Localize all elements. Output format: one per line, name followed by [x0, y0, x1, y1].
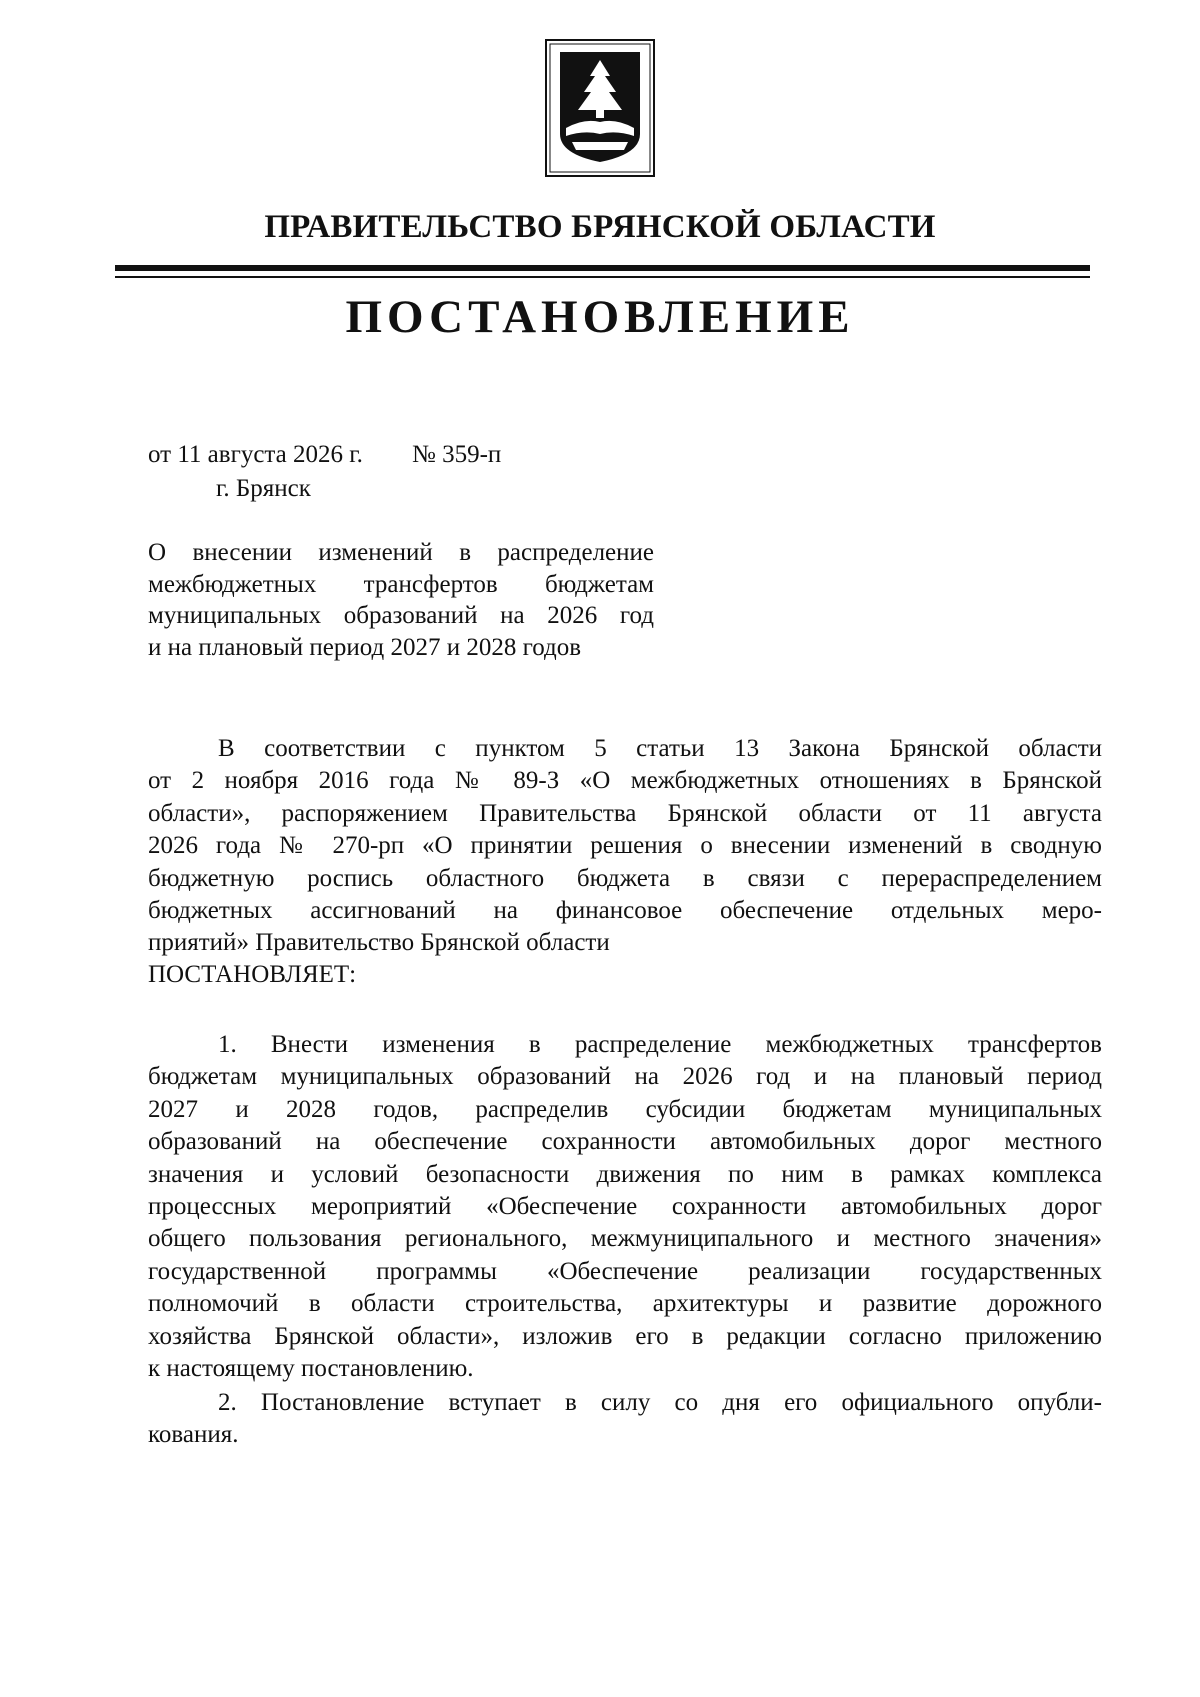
item-1-line: значения и условий безопасности движения по ним в рамках комплекса: [148, 1160, 1102, 1188]
item-2-line: 2. Постановление вступает в силу со дня его официального опубли-: [218, 1389, 1102, 1416]
item-1-line: к настоящему постановлению.: [148, 1355, 474, 1383]
item-2-line: кования.: [148, 1421, 239, 1449]
item-1-line: общего пользования регионального, межмуниципального и местного значения»: [148, 1225, 1102, 1253]
preamble-line: области», распоряжением Правительства Брянской области от 11 августа: [148, 799, 1102, 827]
item-1-line: 2027 и 2028 годов, распределив субсидии бюджетам муниципальных: [148, 1095, 1102, 1123]
item-1-paragraph: [148, 1029, 1102, 1385]
preamble-line: от 2 ноября 2016 года № 89-З «О межбюджетных отношениях в Брянской: [148, 767, 1102, 795]
item-1-line: полномочий в области строительства, архитектуры и развитие дорожного: [148, 1290, 1102, 1318]
item-1-line: процессных мероприятий «Обеспечение сохранности автомобильных дорог: [148, 1193, 1102, 1221]
item-2-paragraph: [148, 1387, 1102, 1452]
subject-line: межбюджетных трансфертов бюджетам: [148, 570, 654, 598]
emblem-tree-trunk: [596, 110, 604, 118]
item-1-line: хозяйства Брянской области», изложив его в редакции согласно приложению: [148, 1322, 1102, 1350]
item-1-line: 1. Внести изменения в распределение межбюджетных трансфертов: [218, 1031, 1102, 1058]
document-subject: [148, 537, 654, 663]
emblem-crown-base: [572, 142, 628, 150]
item-1-line: государственной программы «Обеспечение реализации государственных: [148, 1257, 1102, 1285]
bryansk-coat-of-arms-icon: [544, 38, 656, 178]
government-title: ПРАВИТЕЛЬСТВО БРЯНСКОЙ ОБЛАСТИ: [264, 209, 936, 245]
preamble-line: бюджетных ассигнований на финансовое обеспечение отдельных меро-: [148, 897, 1102, 925]
subject-line: О внесении изменений в распределение: [148, 539, 654, 566]
subject-line: и на плановый период 2027 и 2028 годов: [148, 633, 582, 661]
header-divider-thick: [115, 265, 1090, 271]
header-divider-thin: [115, 276, 1090, 278]
preamble-line: приятий» Правительство Брянской области: [148, 929, 610, 957]
preamble-line: бюджетную роспись областного бюджета в связи с перераспределением: [148, 864, 1102, 892]
preamble-line: 2026 года № 270-рп «О принятии решения о внесении изменений в сводную: [148, 832, 1102, 860]
resolve-word: ПОСТАНОВЛЯЕТ:: [148, 961, 357, 988]
document-date: от 11 августа 2026 г.: [148, 441, 363, 468]
document-number: № 359-п: [412, 441, 502, 468]
item-1-line: образований на обеспечение сохранности автомобильных дорог местного: [148, 1128, 1102, 1156]
item-1-line: бюджетам муниципальных образований на 2026 год и на плановый период: [148, 1063, 1102, 1091]
document-city: г. Брянск: [216, 475, 311, 502]
subject-line: муниципальных образований на 2026 год: [148, 602, 654, 629]
preamble-line: В соответствии с пунктом 5 статьи 13 Закона Брянской области: [218, 735, 1102, 762]
preamble-paragraph: [148, 733, 1102, 960]
document-type-title: ПОСТАНОВЛЕНИЕ: [345, 291, 855, 343]
